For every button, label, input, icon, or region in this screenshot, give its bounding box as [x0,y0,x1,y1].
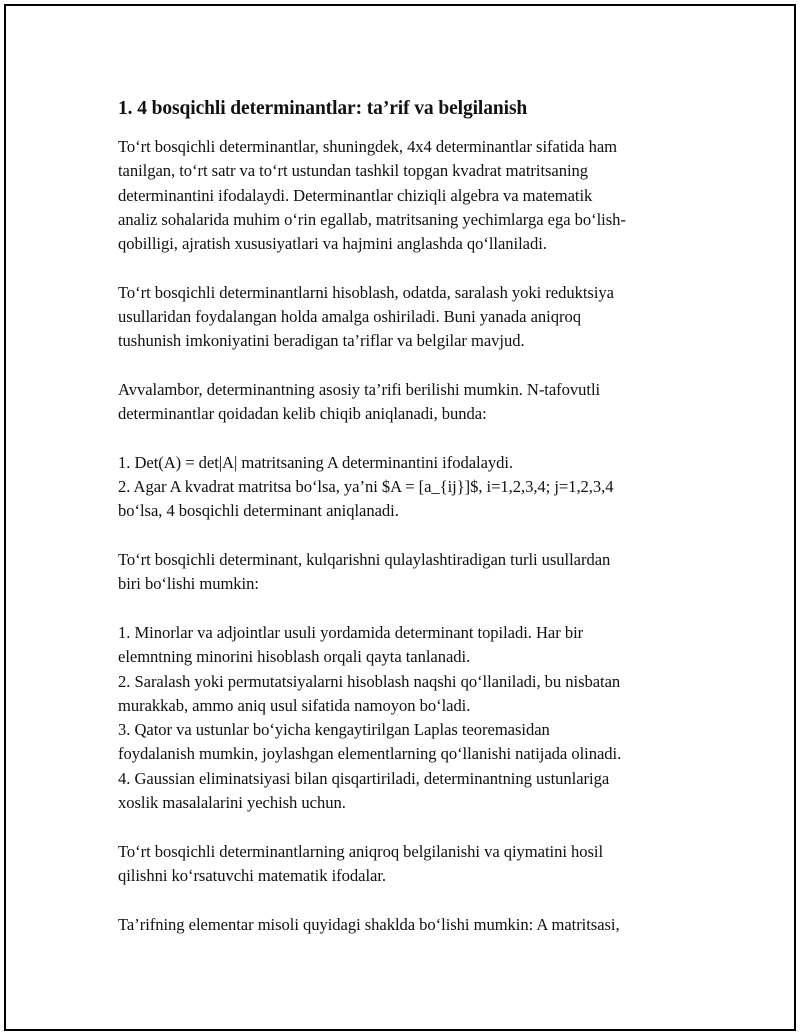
text-line: determinantlar qoidadan kelib chiqib aniqlanadi, bunda: [118,404,487,424]
paragraph [118,135,698,256]
paragraph-container [118,135,698,937]
text-line: tushunish imkoniyatini beradigan ta’riflar va belgilar mavjud. [118,331,525,351]
text-line: 4. Gaussian eliminatsiyasi bilan qisqartiriladi, determinantning ustunlariga [118,768,610,788]
page-frame [4,4,796,1031]
text-line: tanilgan, to‘rt satr va to‘rt ustundan tashkil topgan kvadrat matritsaning [118,161,589,181]
text-line: 2. Saralash yoki permutatsiyalarni hisoblash naqshi qo‘llaniladi, bu nisbatan [118,671,621,691]
paragraph [118,451,698,524]
text-line: usullaridan foydalangan holda amalga oshiriladi. Buni yanada aniqroq [118,307,581,327]
text-line: To‘rt bosqichli determinant, kulqarishni qulaylashtiradigan turli usullardan [118,550,611,570]
text-line: 3. Qator va ustunlar bo‘yicha kengaytirilgan Laplas teoremasidan [118,720,550,740]
text-line: bo‘lsa, 4 bosqichli determinant aniqlanadi. [118,501,399,521]
text-line: murakkab, ammo aniq usul sifatida namoyon bo‘ladi. [118,695,471,715]
paragraph [118,621,698,815]
paragraph [118,913,698,937]
text-line: qilishni ko‘rsatuvchi matematik ifodalar. [118,865,386,885]
text-line: determinantini ifodalaydi. Determinantlar chiziqli algebra va matematik [118,185,593,205]
text-line: foydalanish mumkin, joylashgan elementlarning qo‘llanishi natijada olinadi. [118,744,622,764]
text-line: To‘rt bosqichli determinantlarning aniqroq belgilanishi va qiymatini hosil [118,841,604,861]
text-line: biri bo‘lishi mumkin: [118,574,259,594]
text-line: 1. Det(A) = det|A| matritsaning A determinantini ifodalaydi. [118,452,514,472]
paragraph [118,281,698,354]
text-line: 2. Agar A kvadrat matritsa bo‘lsa, ya’ni $A = [a_{ij}]$, i=1,2,3,4; j=1,2,3,4 [118,477,614,497]
text-line: analiz sohalarida muhim o‘rin egallab, matritsaning yechimlarga ega bo‘lish- [118,209,626,229]
text-line: To‘rt bosqichli determinantlar, shuningdek, 4x4 determinantlar sifatida ham [118,137,618,156]
paragraph [118,548,698,597]
text-line: xoslik masalalarini yechish uchun. [118,793,346,813]
text-line: Avvalambor, determinantning asosiy ta’rifi berilishi mumkin. N-tafovutli [118,379,601,399]
paragraph [118,840,698,889]
text-line: qobilligi, ajratish xususiyatlari va hajmini anglashda qo‘llaniladi. [118,234,547,254]
text-line: Ta’rifning elementar misoli quyidagi shaklda bo‘lishi mumkin: A matritsasi, [118,914,620,934]
paragraph [118,378,698,427]
text-line: To‘rt bosqichli determinantlarni hisoblash, odatda, saralash yoki reduktsiya [118,282,614,302]
document-body [118,96,698,961]
section-heading: 1. 4 bosqichli determinantlar: ta’rif va belgilanish [118,98,528,119]
text-line: elemntning minorini hisoblash orqali qayta tanlanadi. [118,647,471,667]
text-line: 1. Minorlar va adjointlar usuli yordamida determinant topiladi. Har bir [118,622,584,642]
